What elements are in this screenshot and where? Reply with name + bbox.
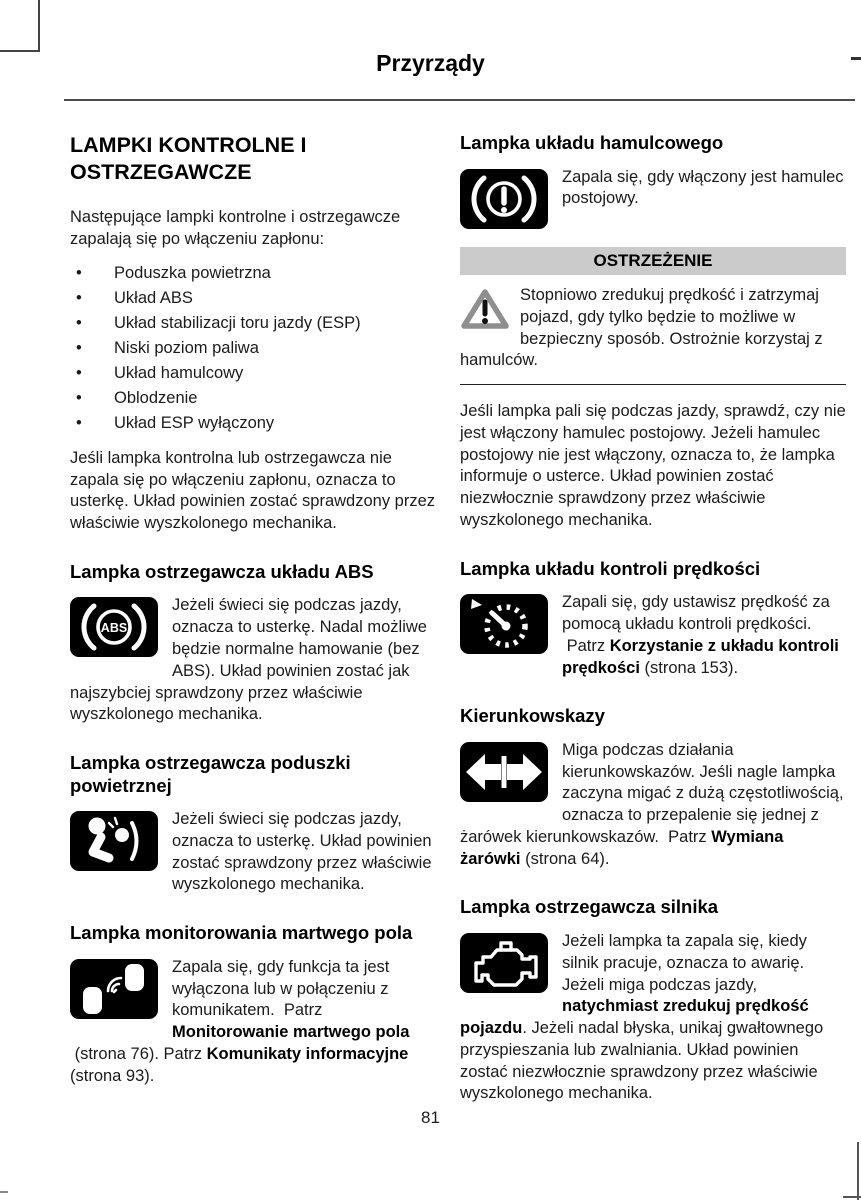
list-item: • Niski poziom paliwa: [70, 336, 440, 361]
section-airbag: [70, 752, 440, 896]
crop-mark-bottom-right-horizontal: [843, 1196, 861, 1198]
left-column: [70, 126, 440, 1087]
list-item: • Oblodzenie: [70, 386, 440, 411]
intro-paragraph: Następujące lampki kontrolne i ostrzegawcze zapalają się po włączeniu zapłonu:: [70, 208, 401, 249]
list-item: • Układ stabilizacji toru jazdy (ESP): [70, 311, 440, 336]
section-body-airbag: Jeżeli świeci się podczas jazdy, oznacza to usterkę. Układ powinien zostać sprawdzony przez właściwie wyszkolonego mechanika.: [172, 810, 432, 894]
section-body-speed-control: Zapali się, gdy ustawisz prędkość za pomocą układu kontroli prędkości. Patrz Korzystanie z układu kontroli prędkości (strona 153).: [562, 593, 839, 677]
list-item: • Układ hamulcowy: [70, 361, 440, 386]
list-item: • Poduszka powietrzna: [70, 261, 440, 286]
section-abs: [70, 561, 440, 726]
section-body-engine: Jeżeli lampka ta zapala się, kiedy silnik pracuje, oznacza to awarię. Jeżeli miga podczas jazdy, natychmiast zredukuj prędkość pojazdu. Jeżeli nadal błyska, unikaj gwałtownego przyspieszania lub zwalniania. Układ powinien zostać niezwłocznie sprawdzony przez właściwie wyszkolonego mechanika.: [460, 932, 824, 1103]
list-item: • Układ ABS: [70, 286, 440, 311]
section-turn-signals: [460, 705, 846, 870]
section-heading-speed-control: Lampka układu kontroli prędkości: [460, 557, 761, 579]
warning-box-body: Stopniowo zredukuj prędkość i zatrzymaj pojazd, gdy tylko będzie to możliwe w bezpieczny sposób. Ostrożnie korzystaj z hamulców.: [460, 286, 823, 370]
engine-warning-icon: [460, 933, 548, 993]
right-column: [460, 126, 846, 1105]
warning-triangle-icon: [460, 287, 510, 331]
section-brake: [460, 132, 846, 235]
section-engine: [460, 896, 846, 1105]
crop-mark-bottom-right-vertical: [857, 1142, 859, 1200]
section-heading-airbag: Lampka ostrzegawcza poduszki powietrznej: [70, 752, 351, 796]
section-blind-spot: [70, 922, 440, 1087]
page-title: Przyrządy: [376, 50, 485, 76]
section-heading-brake: Lampka układu hamulcowego: [460, 132, 724, 153]
svg-text:ABS: ABS: [100, 621, 128, 636]
page-number: 81: [421, 1108, 440, 1127]
warning-lamp-list: [70, 261, 440, 436]
header-rule: [64, 99, 855, 101]
turn-signal-icon: [460, 742, 548, 802]
brake-warning-icon: [460, 169, 548, 229]
section-body-abs: Jeżeli świeci się podczas jazdy, oznacza to usterkę. Nadal możliwe będzie normalne hamowanie (bez ABS). Układ powinien zostać jak najszybciej sprawdzony przez właściwie wyszkolonego mechanika.: [70, 596, 427, 724]
section-heading-engine: Lampka ostrzegawcza silnika: [460, 896, 719, 918]
list-item: • Układ ESP wyłączony: [70, 411, 440, 436]
brake-note-paragraph: Jeśli lampka pali się podczas jazdy, sprawdź, czy nie jest włączony hamulec postojowy. Jeżeli hamulec postojowy nie jest włączony, oznacza to, że lampka informuje o usterce. Układ powinien zostać niezwłocznie sprawdzony przez właściwie wyszkolonego mechanika.: [460, 402, 846, 529]
crop-mark-bottom-left: [0, 1191, 8, 1193]
section-heading-abs: Lampka ostrzegawcza układu ABS: [70, 560, 374, 582]
airbag-warning-icon: [70, 811, 158, 871]
abs-warning-icon: [70, 597, 158, 657]
warning-box-title: OSTRZEŻENIE: [460, 247, 846, 275]
section-heading-blind-spot: Lampka monitorowania martwego pola: [70, 922, 413, 944]
section-body-brake: Zapala się, gdy włączony jest hamulec postojowy.: [562, 167, 844, 208]
section-body-turn-signals: Miga podczas działania kierunkowskazów. Jeśli nagle lampka zaczyna migać z dużą częstotliwością, oznacza to przepalenie się jednej z żarówek kierunkowskazów. Patrz Wymiana żarówki (strona 64).: [460, 740, 844, 868]
section-speed-control: [460, 558, 846, 680]
fault-note-paragraph: Jeśli lampka kontrolna lub ostrzegawcza nie zapala się po włączeniu zapłonu, oznacza to usterkę. Układ powinien zostać sprawdzony przez właściwie wyszkolonego mechanika.: [70, 448, 436, 533]
crop-mark-top-left: [0, 0, 40, 52]
warning-box: [460, 247, 846, 386]
section-heading-turn-signals: Kierunkowskazy: [460, 705, 605, 727]
section-body-blind-spot: Zapala się, gdy funkcja ta jest wyłączona lub w połączeniu z komunikatem. Patrz Monitorowanie martwego pola (strona 76). Patrz Komunikaty informacyjne (strona 93).: [70, 957, 410, 1085]
speed-control-icon: [460, 594, 548, 654]
main-heading: LAMPKI KONTROLNE I OSTRZEGAWCZE: [70, 133, 307, 184]
blind-spot-icon: [70, 959, 158, 1019]
